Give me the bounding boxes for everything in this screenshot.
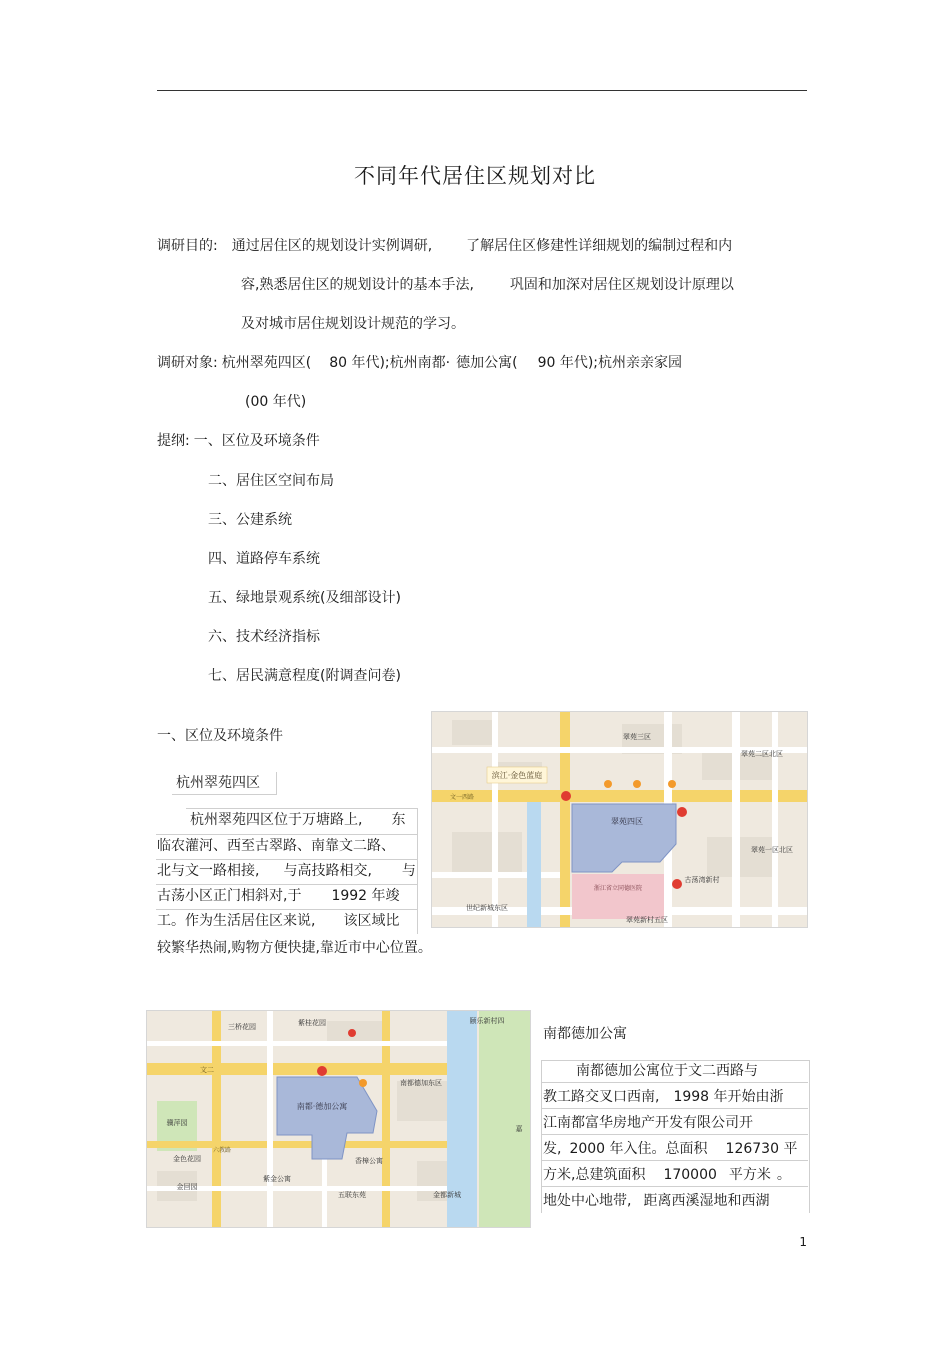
object-label: 调研对象: (157, 355, 218, 371)
site1-para-line-4 (157, 886, 400, 906)
label-huangmao: 骥萍园 (166, 1119, 188, 1127)
site2-text-5a: 方米,总建筑面积 (543, 1167, 646, 1183)
outline-item-7: 七、居民满意程度(附调查问卷) (208, 668, 401, 684)
header-rule (157, 90, 807, 91)
map-nandu-svg (147, 1011, 530, 1227)
site1-text-4a: 古荡小区正门相斜对,于 (157, 888, 302, 904)
outline-item-5: 五、绿地景观系统(及细部设计) (208, 590, 401, 606)
label-xiangzhang: 香樟公寓 (355, 1157, 383, 1165)
outline-item-6: 六、技术经济指标 (208, 629, 320, 645)
outline-item-2: 二、居住区空间布局 (208, 473, 334, 489)
site1-text-3c: 与 (401, 863, 416, 879)
road-vertical-main (560, 712, 570, 927)
label-zijin: 紫金公寓 (263, 1175, 291, 1183)
purpose-line-3: 及对城市居住规划设计规范的学习。 (241, 316, 465, 332)
site2-para-line-5 (543, 1165, 791, 1185)
outline-item-4: 四、道路停车系统 (208, 551, 320, 567)
label-ziqiao: 紫桂花园 (298, 1019, 326, 1027)
site1-text-5b: 该区域比 (343, 913, 400, 929)
poi-icon[interactable] (633, 780, 641, 788)
purpose-line-1 (157, 236, 732, 256)
object-text-1b: 80 年代);杭州南都· (329, 355, 451, 371)
label-shiji: 世纪新城东区 (466, 904, 508, 912)
label-wenyi-road: 文一西路 (449, 794, 475, 801)
purpose-text-2b: 巩固和加深对居住区规划设计原理以 (509, 277, 734, 293)
road-wenyi (432, 790, 807, 802)
outline-label: 提纲: (157, 433, 190, 449)
poi-icon[interactable] (604, 780, 612, 788)
site1-text-4b: 1992 年竣 (331, 888, 400, 904)
label-yilexin: 颐乐新村四 (469, 1017, 505, 1025)
outline-item-3: 三、公建系统 (208, 512, 292, 528)
site1-para-line-5 (157, 911, 399, 931)
site2-para-line-2 (543, 1087, 784, 1107)
label-wulian: 五联东苑 (338, 1191, 366, 1199)
label-jinhui: 金回园 (176, 1183, 198, 1191)
hospital-block (572, 874, 664, 919)
site1-para-line-1 (190, 810, 405, 830)
object-text-1a: 杭州翠苑四区( (221, 355, 312, 371)
site1-rule-right (417, 808, 418, 934)
site2-text-5d: 。 (776, 1167, 791, 1183)
site1-rule-3 (156, 884, 418, 885)
map-marker-icon[interactable] (677, 807, 687, 817)
map-nandu[interactable] (146, 1010, 531, 1228)
label-hospital: 浙江省立同德医院 (593, 885, 643, 892)
map-cuiyuan[interactable] (431, 711, 808, 928)
purpose-line-2 (241, 275, 734, 295)
page-number: 1 (799, 1235, 807, 1249)
site2-text-4b: 2000 年入住。总面积 (569, 1141, 708, 1157)
label-cuiyuan1: 翠苑一区北区 (751, 846, 793, 854)
label-xihu: 嘉 (515, 1125, 523, 1133)
site1-text-3b: 与高技路相交, (283, 863, 372, 879)
section1-heading: 一、区位及环境条件 (157, 728, 283, 744)
label-cuiyuan2: 翠苑二区北区 (741, 750, 783, 758)
site2-name: 南都德加公寓 (543, 1026, 627, 1042)
purpose-text-1a: 通过居住区的规划设计实例调研, (231, 238, 433, 254)
label-bingjiang: 滨江·金色蓝庭 (491, 771, 543, 780)
site2-rule-1 (541, 1082, 808, 1083)
site2-rule-5 (541, 1186, 808, 1187)
site1-para-line-3 (157, 861, 416, 881)
label-nandu: 南都·德加公寓 (296, 1102, 348, 1111)
site1-rule-2 (156, 859, 418, 860)
site2-text-2a: 教工路交叉口西南, (543, 1089, 660, 1105)
site2-text-5b: 170000 (663, 1167, 717, 1183)
poi-icon[interactable] (668, 780, 676, 788)
object-text-1c: 德加公寓( (456, 355, 518, 371)
site2-text-4c: 126730 平 (725, 1141, 798, 1157)
map-marker-icon[interactable] (317, 1066, 327, 1076)
label-gudang: 古荡湾新村 (684, 876, 720, 884)
site2-rule-4 (541, 1160, 808, 1161)
object-line-2: (00 年代) (245, 394, 307, 410)
map-cuiyuan-svg (432, 712, 807, 927)
site1-text-3a: 北与文一路相接, (157, 863, 260, 879)
site2-text-4a: 发, (543, 1141, 562, 1157)
site2-para-line-3: 江南都富华房地产开发有限公司开 (543, 1115, 753, 1131)
label-jinhua: 金色花园 (173, 1155, 201, 1163)
site1-text-5a: 工。作为生活居住区来说, (157, 913, 316, 929)
site2-para-line-4 (543, 1139, 797, 1159)
label-cuiyuan4: 翠苑四区 (611, 817, 643, 826)
object-line-1 (157, 353, 682, 373)
site1-rule-4 (156, 909, 418, 910)
purpose-text-1b: 了解居住区修建性详细规划的编制过程和内 (466, 238, 733, 254)
site2-text-2b: 1998 年开始由浙 (673, 1089, 784, 1105)
site2-text-5c: 平方米 (728, 1167, 771, 1183)
outline-line-1 (157, 431, 320, 451)
label-cuiyuan-new: 翠苑新村五区 (626, 916, 668, 924)
site2-para-line-6 (543, 1191, 769, 1211)
label-sanqiao: 三桥花园 (228, 1023, 256, 1031)
site2-rule-3 (541, 1134, 808, 1135)
site1-rule-1 (156, 834, 418, 835)
site1-text-1a: 杭州翠苑四区位于万塘路上, (190, 812, 363, 828)
label-liuxi: 六教路 (212, 1147, 232, 1154)
site1-para-line-6: 较繁华热闹,购物方便快捷,靠近市中心位置。 (157, 940, 432, 956)
map-marker-icon[interactable] (672, 879, 682, 889)
site1-name-text: 杭州翠苑四区 (176, 775, 260, 791)
label-nandu-dongqu: 南都德加东区 (400, 1079, 442, 1087)
label-cuiyuan3: 翠苑三区 (623, 733, 651, 741)
cuiyuan4-block (572, 804, 676, 872)
poi-icon[interactable] (359, 1079, 367, 1087)
site1-para-line-2: 临农灌河、西至古翠路、南靠文二路、 (157, 838, 395, 854)
poi-icon[interactable] (348, 1029, 356, 1037)
site2-text-6b: 距离西溪湿地和西湖 (643, 1193, 770, 1209)
site2-text-6a: 地处中心地带, (543, 1193, 632, 1209)
site1-text-1b: 东 (391, 812, 406, 828)
site1-name-frame (172, 772, 277, 795)
map-marker-icon[interactable] (561, 791, 571, 801)
purpose-text-2a: 容,熟悉居住区的规划设计的基本手法, (241, 277, 474, 293)
object-text-1d: 90 年代);杭州亲亲家园 (537, 355, 683, 371)
site2-rule-2 (541, 1108, 808, 1109)
label-jinduxin: 金都新城 (433, 1191, 461, 1199)
page-title: 不同年代居住区规划对比 (354, 164, 596, 188)
road-wener (147, 1063, 447, 1075)
outline-item-1: 一、区位及环境条件 (193, 433, 320, 449)
label-wener-road: 文二 (200, 1066, 214, 1074)
purpose-label: 调研目的: (157, 238, 218, 254)
site2-para-line-1: 南都德加公寓位于文二西路与 (576, 1063, 758, 1079)
site1-para-rule-top (186, 808, 418, 809)
